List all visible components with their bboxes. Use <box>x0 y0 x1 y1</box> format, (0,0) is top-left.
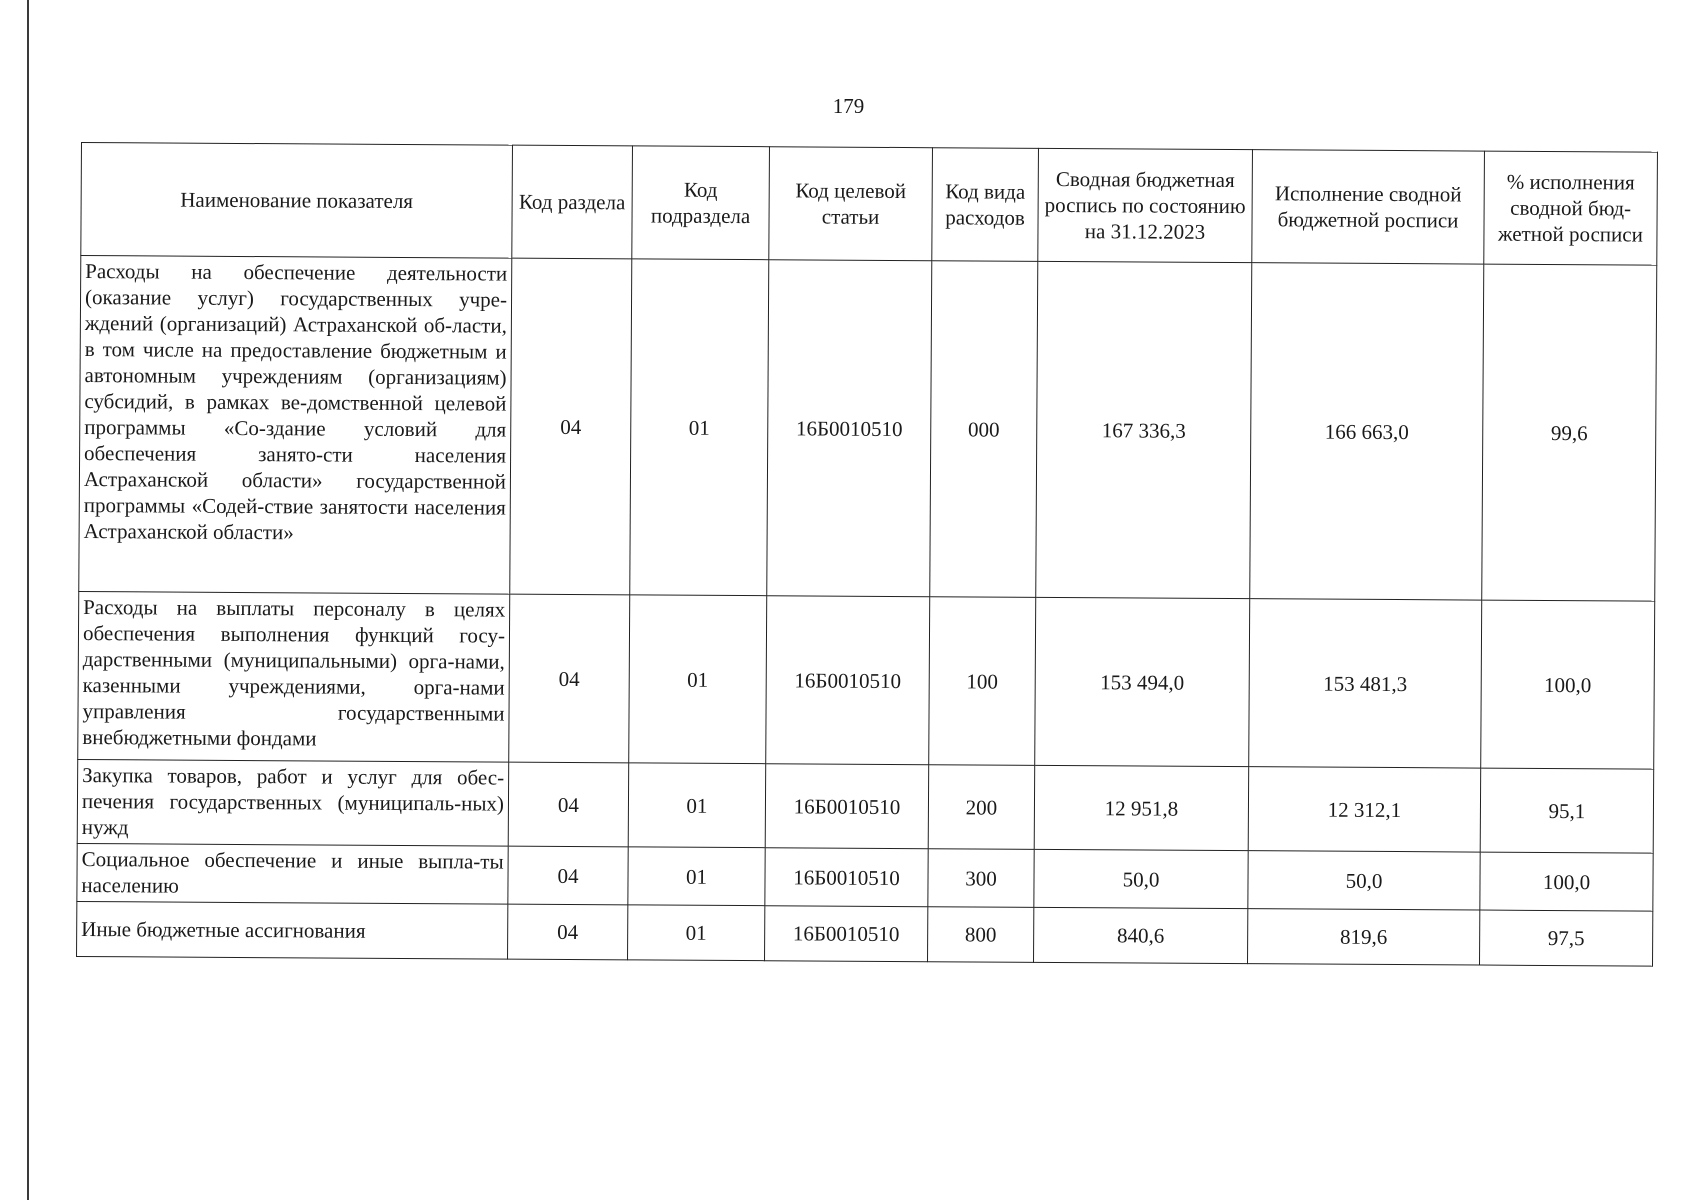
row-subsection-code: 01 <box>630 259 769 596</box>
header-target-article-code: Код целевой статьи <box>769 147 933 261</box>
header-indicator-name: Наименование показателя <box>81 143 513 259</box>
budget-execution-table <box>76 142 1658 967</box>
row-expense-type-code: 200 <box>928 765 1035 850</box>
header-expense-type-code: Код вида расходов <box>932 148 1039 262</box>
row-budget-plan: 153 494,0 <box>1035 597 1250 766</box>
row-budget-plan: 840,6 <box>1034 907 1248 963</box>
row-execution-percent: 99,6 <box>1482 264 1657 601</box>
row-indicator-name: Иные бюджетные ассигнования <box>77 901 508 959</box>
row-budget-plan: 12 951,8 <box>1034 765 1249 850</box>
row-subsection-code: 01 <box>628 905 765 961</box>
row-target-article-code: 16Б0010510 <box>765 764 929 849</box>
row-execution-percent: 97,5 <box>1479 910 1652 966</box>
row-budget-execution: 819,6 <box>1248 909 1480 965</box>
row-budget-plan: 50,0 <box>1034 849 1248 908</box>
row-section-code: 04 <box>508 762 629 847</box>
row-subsection-code: 01 <box>628 763 766 848</box>
row-execution-percent: 95,1 <box>1480 768 1654 853</box>
row-target-article-code: 16Б0010510 <box>767 260 932 597</box>
header-section-code: Код раздела <box>512 145 633 259</box>
row-expense-type-code: 300 <box>928 849 1034 908</box>
row-execution-percent: 100,0 <box>1481 600 1655 769</box>
row-target-article-code: 16Б0010510 <box>766 596 930 765</box>
row-budget-plan: 167 336,3 <box>1036 261 1252 598</box>
header-subsection-code: Код подраздела <box>632 146 770 260</box>
row-budget-execution: 50,0 <box>1248 851 1480 910</box>
header-budget-plan: Сводная бюджетная роспись по состоянию на 31.12.2023 <box>1038 148 1253 262</box>
row-section-code: 04 <box>509 594 630 763</box>
row-indicator-name: Социальное обеспечение и иные выпла-ты населению <box>77 843 508 904</box>
row-expense-type-code: 100 <box>929 597 1036 766</box>
row-subsection-code: 01 <box>628 847 765 906</box>
row-execution-percent: 100,0 <box>1480 852 1653 911</box>
header-budget-execution: Исполнение сводной бюджетной росписи <box>1252 150 1485 264</box>
budget-table-container <box>76 142 1657 967</box>
row-target-article-code: 16Б0010510 <box>765 848 928 907</box>
row-section-code: 04 <box>510 258 632 595</box>
row-indicator-name: Расходы на обеспечение деятельности (оказание услуг) государственных учре-ждений (организаций) Астраханской об-ласти, в том числе на предоставление бюджетным и автономным учреждениям (организациям) субсидий, в рамках ве-домственной целевой программы «Со-здание условий для обеспечения занято-сти населения Астраханской области» государственной программы «Содей-ствие занятости населения Астраханской области» <box>79 256 512 595</box>
table-row <box>79 256 1657 602</box>
row-indicator-name: Расходы на выплаты персоналу в целях обеспечения выполнения функций госу-дарственными (муниципальными) орга-нами, казенными учреждениями, орга-нами управления государственными внебюджетными фондами <box>78 591 510 762</box>
row-subsection-code: 01 <box>629 595 767 764</box>
row-budget-execution: 12 312,1 <box>1248 767 1481 852</box>
row-expense-type-code: 800 <box>928 907 1034 963</box>
row-section-code: 04 <box>508 904 628 960</box>
row-budget-execution: 153 481,3 <box>1249 599 1482 768</box>
table-row <box>77 843 1653 911</box>
row-budget-execution: 166 663,0 <box>1250 263 1484 600</box>
binding-edge-line <box>27 0 29 1200</box>
table-row <box>77 901 1653 966</box>
table-row <box>78 591 1655 769</box>
row-indicator-name: Закупка товаров, работ и услуг для обес-печения государственных (муниципаль-ных) нужд <box>77 759 509 846</box>
page-number: 179 <box>832 94 865 118</box>
header-execution-percent: % исполнения сводной бюд-жетной росписи <box>1484 151 1658 265</box>
row-expense-type-code: 000 <box>930 261 1038 598</box>
table-header-row <box>81 143 1658 266</box>
row-target-article-code: 16Б0010510 <box>765 906 928 962</box>
row-section-code: 04 <box>508 846 628 905</box>
table-row <box>77 759 1653 853</box>
